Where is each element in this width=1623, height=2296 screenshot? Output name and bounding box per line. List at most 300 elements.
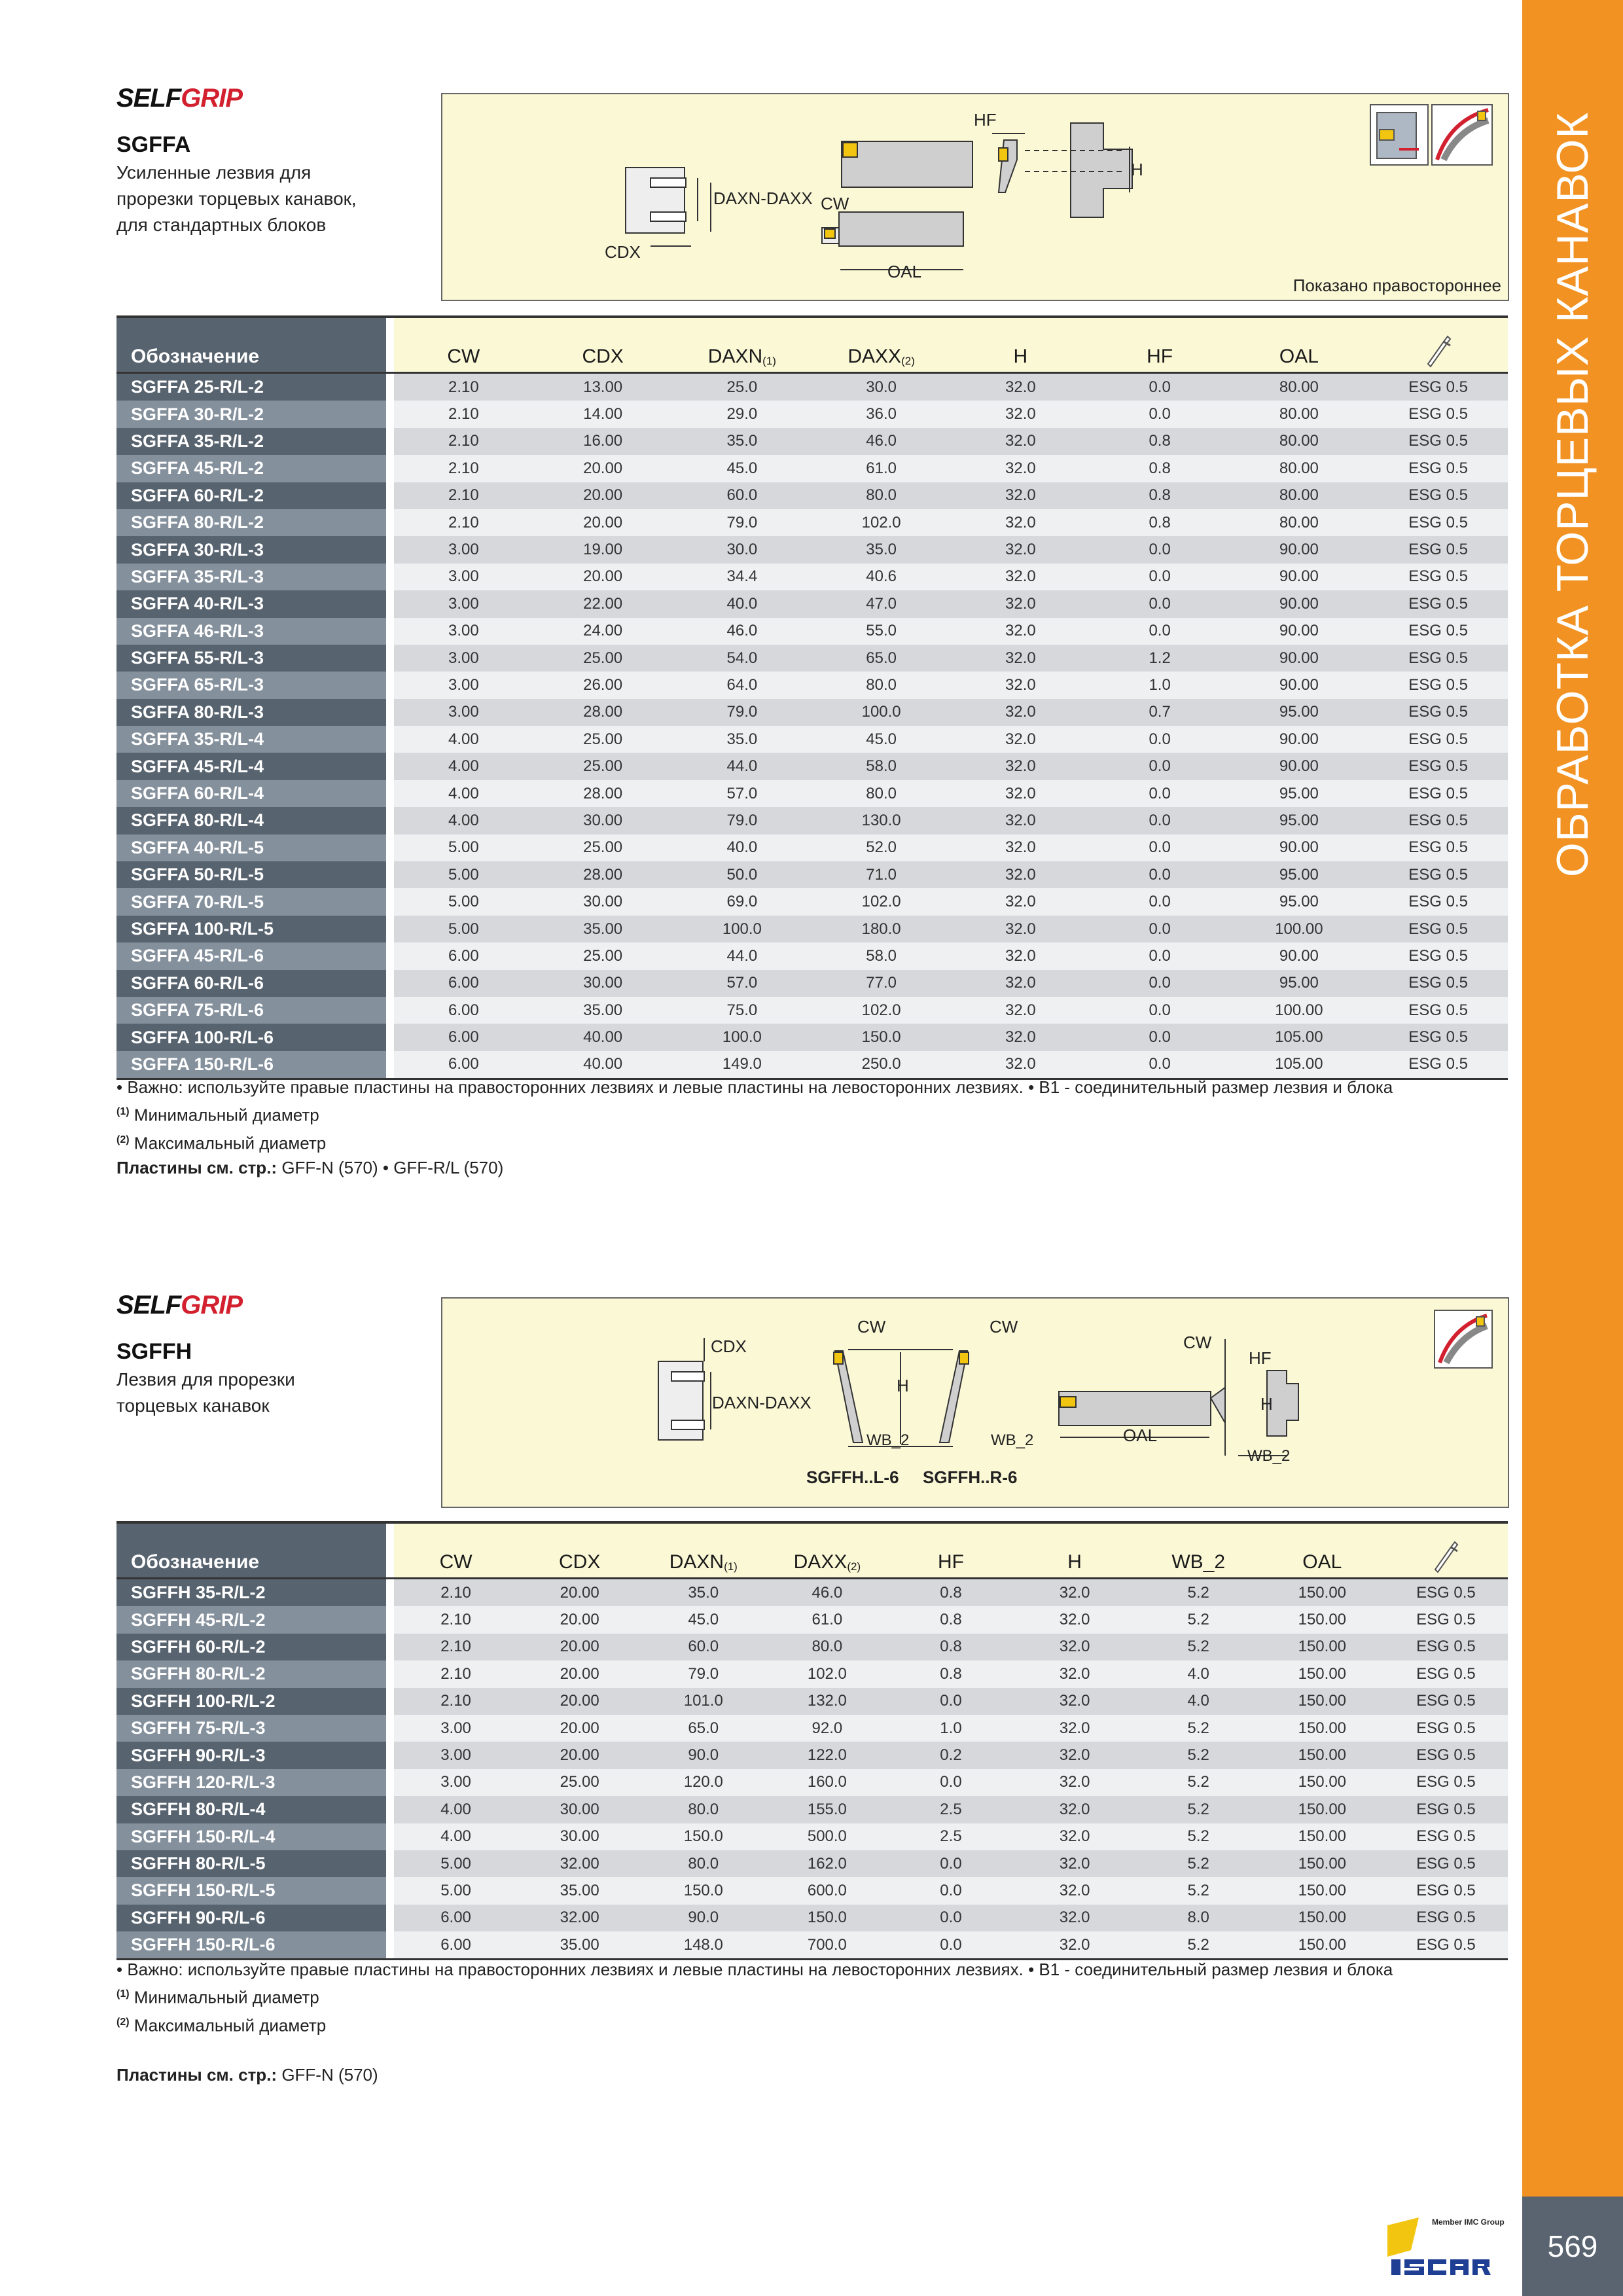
table-cell: 102.0 [861,893,901,911]
selfgrip-logo: SELFGRIP [116,1291,243,1319]
table-cell: ESG 0.5 [1416,1719,1476,1737]
table-cell: 14.00 [583,405,623,423]
table-cell: ESG 0.5 [1408,1028,1468,1047]
table-cell: 0.8 [1149,513,1171,531]
sgffh-table [116,1521,1508,1960]
table-row [116,1715,1508,1742]
table-cell: 19.00 [583,541,623,559]
table-row [116,1579,1508,1606]
table-cell: 0.8 [1149,432,1171,450]
row-designation: SGFFH 45-R/L-2 [116,1606,386,1633]
table-cell: 5.2 [1187,1611,1209,1629]
table-cell: 35.00 [583,920,623,938]
table-cell: 71.0 [866,865,897,884]
table-cell: 30.0 [866,378,897,396]
table-row [116,645,1508,672]
row-designation: SGFFH 150-R/L-4 [116,1823,386,1850]
svg-text:WB_2: WB_2 [866,1431,910,1449]
table-cell: 30.0 [726,541,758,559]
table-cell: 100.0 [722,1028,762,1047]
table-cell: 20.00 [583,567,623,586]
table-cell: 155.0 [807,1800,847,1818]
table-cell: 79.0 [726,811,758,829]
table-body [116,1579,1508,1960]
svg-text:SGFFH..L-6: SGFFH..L-6 [806,1467,899,1487]
table-cell: 20.00 [560,1611,599,1629]
table-cell: 0.0 [940,1881,962,1899]
sgffh-notes [116,1957,1393,2087]
inserts-reference: Пластины см. стр.: GFF-N (570) [116,2065,378,2085]
table-cell: 32.0 [1059,1583,1090,1602]
col-daxn: DAXN $_{(1)}$ [669,1551,738,1573]
note-important: • Важно: используйте правые пластины на правосторонних лезвиях и левые пластины на левосторонних лезвиях. • B1 - соединительный размер лезвия и блока [116,1960,1393,1979]
sgffa-table [116,315,1508,1080]
svg-text:OAL: OAL [887,262,922,281]
svg-text:SGFFH..R-6: SGFFH..R-6 [923,1467,1018,1487]
row-designation: SGFFA 80-R/L-2 [116,509,386,536]
table-cell: 25.00 [583,838,623,857]
col-hf: HF [937,1551,964,1573]
table-cell: 2.10 [448,459,479,477]
table-cell: 0.0 [1149,1001,1171,1019]
table-cell: 90.00 [1279,838,1319,857]
table-row [116,1024,1508,1050]
table-cell: ESG 0.5 [1408,1001,1468,1019]
table-cell: 0.2 [940,1746,962,1765]
table-cell: 20.00 [560,1664,599,1683]
table-cell: 0.0 [1149,757,1171,776]
table-cell: 150.00 [1298,1909,1347,1927]
table-cell: 120.0 [683,1773,723,1791]
table-cell: 500.0 [807,1827,847,1846]
table-cell: 0.0 [940,1854,962,1873]
col-designation: Обозначение [116,318,386,372]
table-cell: 80.0 [688,1800,719,1818]
table-cell: 160.0 [807,1773,847,1791]
table-cell: 20.00 [583,513,623,531]
col-hf: HF [1147,346,1173,367]
table-cell: 65.0 [866,649,897,667]
table-row [116,1769,1508,1796]
table-cell: ESG 0.5 [1408,757,1468,776]
product-description: Усиленные лезвия для прорезки торцевых канавок, для стандартных блоков [116,162,357,235]
table-cell: 35.0 [866,541,897,559]
table-row [116,590,1508,617]
table-cell: 32.0 [1005,865,1036,884]
table-cell: 90.00 [1279,594,1319,613]
table-cell: 3.00 [440,1773,471,1791]
table-cell: 2.10 [440,1638,471,1656]
table-cell: 95.00 [1279,784,1319,802]
table-cell: 26.00 [583,675,623,694]
row-designation: SGFFH 150-R/L-6 [116,1931,386,1958]
table-cell: 32.0 [1005,893,1036,911]
table-cell: 0.0 [1149,567,1171,586]
table-cell: 61.0 [866,459,897,477]
table-cell: 20.00 [560,1638,599,1656]
svg-text:DAXN-DAXX: DAXN-DAXX [712,1393,812,1412]
table-cell: ESG 0.5 [1408,459,1468,477]
table-cell: 3.00 [448,567,479,586]
col-oal: OAL [1302,1551,1342,1573]
table-cell: 32.0 [1005,838,1036,857]
svg-text:H: H [1260,1394,1273,1414]
table-cell: 8.0 [1187,1909,1209,1927]
table-header [116,1521,1508,1579]
table-cell: ESG 0.5 [1408,675,1468,694]
table-cell: 150.0 [807,1909,847,1927]
table-cell: 32.0 [1005,649,1036,667]
table-cell: ESG 0.5 [1408,865,1468,884]
table-cell: 30.00 [583,974,623,992]
table-cell: 0.0 [1149,893,1171,911]
technical-drawing [441,1297,1509,1508]
table-cell: 90.00 [1279,622,1319,640]
blade-drawing [442,1299,1508,1507]
table-cell: 5.2 [1187,1773,1209,1791]
table-cell: 24.00 [583,622,623,640]
table-cell: 132.0 [807,1692,847,1710]
table-cell: 0.0 [940,1935,962,1954]
table-cell: 32.0 [1059,1935,1090,1954]
table-cell: 75.0 [726,1001,758,1019]
table-row [116,374,1508,401]
table-cell: ESG 0.5 [1416,1638,1476,1656]
row-designation: SGFFA 60-R/L-4 [116,780,386,807]
svg-text:CW: CW [990,1317,1018,1336]
table-cell: 90.00 [1279,946,1319,965]
table-cell: 1.2 [1149,649,1171,667]
col-cdx: CDX [558,1551,601,1573]
table-cell: ESG 0.5 [1408,893,1468,911]
table-cell: 32.0 [1005,1028,1036,1047]
svg-text:DAXN-DAXX: DAXN-DAXX [713,188,813,208]
table-cell: 105.00 [1275,1055,1323,1073]
table-cell: ESG 0.5 [1408,513,1468,531]
svg-text:CW: CW [857,1317,886,1336]
table-cell: 0.0 [1149,865,1171,884]
row-designation: SGFFA 40-R/L-3 [116,590,386,617]
table-cell: 5.2 [1187,1583,1209,1602]
table-cell: 40.0 [726,838,758,857]
row-designation: SGFFH 90-R/L-6 [116,1905,386,1931]
wrench-key-icon [1368,318,1508,372]
svg-text:CDX: CDX [605,242,641,262]
table-cell: 32.0 [1005,675,1036,694]
table-cell: 5.2 [1187,1854,1209,1873]
table-cell: 32.0 [1005,378,1036,396]
table-cell: 90.00 [1279,541,1319,559]
row-designation: SGFFA 55-R/L-3 [116,645,386,672]
table-cell: 32.0 [1059,1746,1090,1765]
table-row [116,1742,1508,1768]
col-oal: OAL [1279,346,1319,367]
table-cell: 150.00 [1298,1746,1347,1765]
svg-text:WB_2: WB_2 [991,1431,1034,1449]
table-row [116,916,1508,942]
table-cell: 105.00 [1275,1028,1323,1047]
table-cell: 25.00 [583,649,623,667]
row-designation: SGFFH 80-R/L-4 [116,1796,386,1823]
table-cell: 79.0 [688,1664,719,1683]
table-cell: 102.0 [807,1664,847,1683]
table-row [116,428,1508,455]
table-cell: 50.0 [726,865,758,884]
table-cell: 32.0 [1005,703,1036,721]
col-daxx: DAXX $_{(2)}$ [847,346,915,367]
table-cell: 32.0 [1005,513,1036,531]
table-cell: 35.00 [583,1001,623,1019]
table-cell: 4.00 [440,1827,471,1846]
table-cell: 150.00 [1298,1800,1347,1818]
row-designation: SGFFA 150-R/L-6 [116,1051,386,1078]
table-cell: 150.00 [1298,1692,1347,1710]
table-cell: 32.0 [1005,974,1036,992]
table-cell: ESG 0.5 [1408,649,1468,667]
shown-right-hand-note: Показано правостороннее [1293,276,1501,295]
table-cell: 52.0 [866,838,897,857]
col-cdx: CDX [582,346,624,367]
table-cell: 32.0 [1059,1827,1090,1846]
row-designation: SGFFA 50-R/L-5 [116,861,386,888]
table-cell: 150.00 [1298,1611,1347,1629]
table-cell: 45.0 [866,730,897,748]
row-designation: SGFFA 60-R/L-6 [116,970,386,997]
table-cell: 2.10 [440,1664,471,1683]
table-body [116,374,1508,1080]
row-designation: SGFFA 70-R/L-5 [116,888,386,915]
col-h: H [1067,1551,1082,1573]
table-cell: ESG 0.5 [1408,784,1468,802]
table-cell: 150.0 [861,1028,901,1047]
table-cell: 5.2 [1187,1800,1209,1818]
table-cell: 2.10 [448,432,479,450]
table-cell: 36.0 [866,405,897,423]
table-cell: 150.00 [1298,1935,1347,1954]
table-cell: 32.0 [1005,567,1036,586]
table-row [116,753,1508,780]
table-cell: ESG 0.5 [1408,486,1468,505]
table-cell: ESG 0.5 [1416,1692,1476,1710]
table-cell: 40.0 [726,594,758,613]
table-row [116,1905,1508,1931]
table-cell: 60.0 [688,1638,719,1656]
row-designation: SGFFA 60-R/L-2 [116,482,386,509]
col-h: H [1013,346,1028,367]
table-cell: 45.0 [726,459,758,477]
table-cell: 25.00 [583,730,623,748]
table-cell: 0.8 [940,1664,962,1683]
table-cell: ESG 0.5 [1416,1800,1476,1818]
table-cell: 4.00 [448,757,479,776]
table-cell: 13.00 [583,378,623,396]
member-imc-text: Member IMC Group [1432,2217,1505,2227]
wrench-key-icon [1384,1524,1508,1577]
row-designation: SGFFA 35-R/L-2 [116,428,386,455]
table-cell: 64.0 [726,675,758,694]
table-row [116,1606,1508,1633]
table-row [116,482,1508,509]
table-cell: ESG 0.5 [1416,1881,1476,1899]
table-cell: 6.00 [448,946,479,965]
table-cell: 0.0 [1149,920,1171,938]
table-cell: 0.8 [940,1638,962,1656]
table-cell: 25.0 [726,378,758,396]
col-daxn: DAXN $_{(1)}$ [707,346,776,367]
table-row [116,1823,1508,1850]
table-cell: 2.10 [448,378,479,396]
table-cell: 32.0 [1005,594,1036,613]
table-cell: ESG 0.5 [1408,622,1468,640]
technical-drawing [441,93,1509,301]
table-cell: 60.0 [726,486,758,505]
table-cell: 6.00 [448,1055,479,1073]
svg-text:H: H [897,1376,909,1395]
table-cell: 80.00 [1279,513,1319,531]
table-cell: 150.00 [1298,1719,1347,1737]
table-row [116,509,1508,536]
note-min-diameter: $^{(1)}$ Минимальный диаметр [116,1105,319,1125]
note-max-diameter: $^{(2)}$ Максимальный диаметр [116,2015,327,2036]
table-cell: ESG 0.5 [1408,974,1468,992]
table-cell: 3.00 [448,649,479,667]
table-cell: 0.0 [1149,594,1171,613]
table-cell: 29.0 [726,405,758,423]
product-description: Лезвия для прорезки торцевых канавок [116,1369,295,1416]
table-cell: 20.00 [583,459,623,477]
table-cell: 130.0 [861,811,901,829]
table-cell: 101.0 [683,1692,723,1710]
table-cell: 90.0 [688,1909,719,1927]
table-cell: 5.2 [1187,1935,1209,1954]
table-cell: 54.0 [726,649,758,667]
row-designation: SGFFH 90-R/L-3 [116,1742,386,1768]
table-cell: ESG 0.5 [1416,1583,1476,1602]
table-cell: 5.00 [440,1854,471,1873]
table-cell: 0.8 [1149,486,1171,505]
table-cell: ESG 0.5 [1408,946,1468,965]
table-cell: 3.00 [448,622,479,640]
table-cell: 250.0 [861,1055,901,1073]
note-max-diameter: $^{(2)}$ Максимальный диаметр [116,1133,327,1153]
table-row [116,1688,1508,1715]
svg-text:HF: HF [1249,1348,1272,1368]
table-cell: 150.00 [1298,1881,1347,1899]
table-cell: 3.00 [448,594,479,613]
table-cell: 32.0 [1059,1854,1090,1873]
table-cell: 0.0 [1149,405,1171,423]
table-cell: 90.00 [1279,757,1319,776]
table-cell: 32.0 [1059,1909,1090,1927]
table-row [116,536,1508,563]
table-cell: 30.00 [560,1827,599,1846]
table-cell: 5.2 [1187,1746,1209,1765]
table-cell: 20.00 [560,1719,599,1737]
table-cell: 150.00 [1298,1827,1347,1846]
table-cell: 47.0 [866,594,897,613]
table-cell: 5.2 [1187,1827,1209,1846]
table-row [116,564,1508,590]
note-min-diameter: $^{(1)}$ Минимальный диаметр [116,1987,319,2007]
table-cell: 5.00 [448,838,479,857]
table-cell: 102.0 [861,1001,901,1019]
table-cell: 2.5 [940,1827,962,1846]
svg-text:CDX: CDX [711,1336,747,1356]
table-cell: ESG 0.5 [1408,432,1468,450]
table-row [116,699,1508,726]
table-cell: 46.0 [812,1583,843,1602]
table-cell: 3.00 [448,541,479,559]
row-designation: SGFFA 45-R/L-6 [116,942,386,969]
table-row [116,888,1508,915]
table-cell: 0.0 [1149,784,1171,802]
inserts-reference: Пластины см. стр.: GFF-N (570) • GFF-R/L (570) [116,1158,504,1178]
table-cell: ESG 0.5 [1416,1746,1476,1765]
col-cw: CW [439,1551,473,1573]
table-cell: 25.00 [583,946,623,965]
table-cell: 40.00 [583,1028,623,1047]
table-cell: ESG 0.5 [1408,594,1468,613]
table-cell: 32.00 [560,1854,599,1873]
table-cell: 32.0 [1005,459,1036,477]
table-cell: 4.0 [1187,1692,1209,1710]
table-cell: 44.0 [726,946,758,965]
table-cell: 35.00 [560,1881,599,1899]
table-cell: ESG 0.5 [1416,1854,1476,1873]
table-row [116,1877,1508,1904]
table-cell: 150.0 [683,1881,723,1899]
table-cell: 80.00 [1279,405,1319,423]
table-row [116,780,1508,807]
table-cell: ESG 0.5 [1416,1664,1476,1683]
table-cell: 5.00 [448,893,479,911]
table-cell: 0.0 [1149,1055,1171,1073]
table-cell: 32.0 [1059,1881,1090,1899]
table-cell: 0.0 [940,1692,962,1710]
table-cell: 57.0 [726,974,758,992]
svg-text:CW: CW [821,194,849,213]
table-cell: 80.00 [1279,486,1319,505]
table-cell: 28.00 [583,703,623,721]
table-cell: ESG 0.5 [1416,1611,1476,1629]
table-cell: 3.00 [440,1719,471,1737]
table-cell: 0.0 [940,1909,962,1927]
table-cell: 0.8 [940,1583,962,1602]
table-cell: 35.00 [560,1935,599,1954]
table-cell: 80.0 [866,675,897,694]
table-cell: 44.0 [726,757,758,776]
table-cell: 69.0 [726,893,758,911]
product-code: SGFFA [116,132,191,157]
svg-text:OAL: OAL [1123,1426,1158,1445]
table-cell: ESG 0.5 [1408,541,1468,559]
section-title-vertical: ОБРАБОТКА ТОРЦЕВЫХ КАНАВОК [1548,111,1597,877]
table-cell: 46.0 [726,622,758,640]
table-cell: 20.00 [560,1583,599,1602]
row-designation: SGFFA 45-R/L-4 [116,753,386,780]
table-cell: 90.00 [1279,730,1319,748]
table-cell: 20.00 [560,1746,599,1765]
svg-text:WB_2: WB_2 [1247,1447,1291,1465]
row-designation: SGFFA 45-R/L-2 [116,455,386,482]
table-cell: 30.00 [583,811,623,829]
table-cell: 0.7 [1149,703,1171,721]
table-cell: 80.00 [1279,432,1319,450]
table-cell: ESG 0.5 [1408,730,1468,748]
sgffa-notes [116,1075,1393,1180]
table-cell: 0.0 [1149,378,1171,396]
table-cell: 79.0 [726,703,758,721]
